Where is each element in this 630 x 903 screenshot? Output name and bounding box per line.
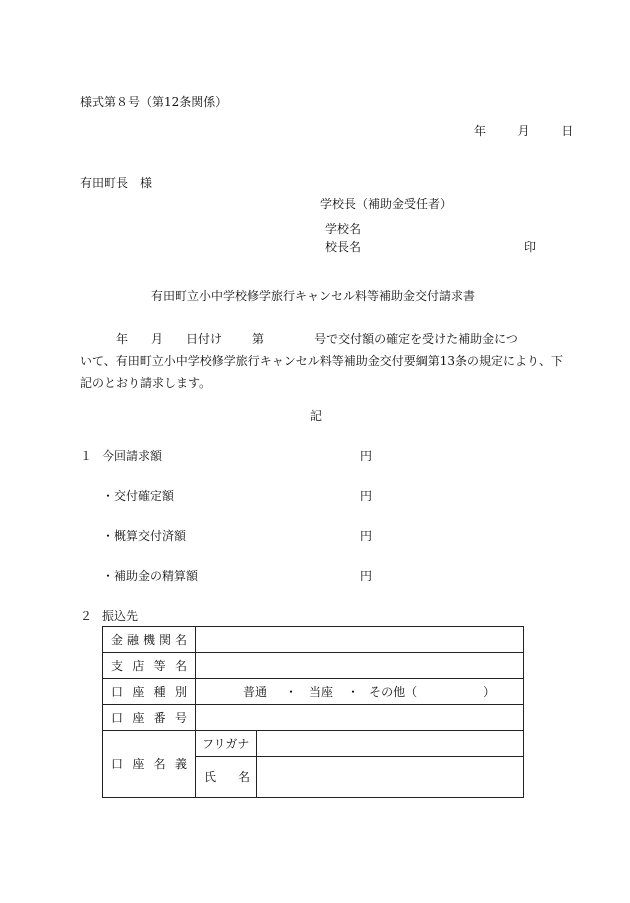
- body-line-2: いて、有田町立小中学校修学旅行キャンセル料等補助金交付要綱第13条の規定により、下: [80, 354, 564, 368]
- option-dot: ・: [285, 684, 298, 699]
- option-toza[interactable]: 当座: [309, 684, 334, 699]
- branch-name-field[interactable]: [196, 653, 524, 679]
- header-char: 番: [153, 710, 166, 725]
- header-char: 氏: [204, 770, 217, 784]
- header-char: 機: [142, 632, 155, 647]
- header-char: 名: [174, 658, 187, 673]
- header-char: 口: [111, 710, 124, 725]
- date-month-label: 月: [517, 124, 530, 138]
- date-day-label: 日: [561, 124, 574, 138]
- option-close-paren: ）: [483, 684, 496, 699]
- header-char: 金: [111, 632, 124, 647]
- body-line1-rest: 号で交付額の確定を受けた補助金につ: [314, 332, 518, 346]
- header-char: 店: [132, 658, 145, 673]
- header-char: 義: [174, 757, 187, 771]
- holder-name-header: [196, 757, 257, 798]
- header-char: 口: [111, 757, 124, 771]
- form-number: 様式第８号（第12条関係）: [80, 95, 228, 109]
- ki-label: 記: [310, 409, 323, 423]
- header-char: 融: [126, 632, 139, 647]
- table-row: [103, 731, 524, 757]
- option-other[interactable]: その他（: [369, 684, 418, 699]
- header-char: 支: [111, 658, 124, 673]
- header-char: 関: [158, 632, 171, 647]
- account-type-options[interactable]: [196, 679, 524, 705]
- body-line-3: 記のとおり請求します。: [80, 376, 212, 390]
- table-row: [103, 705, 524, 731]
- bank-name-header: [103, 627, 196, 653]
- account-number-header: [103, 705, 196, 731]
- header-char: 口: [111, 684, 124, 699]
- bank-name-field[interactable]: [196, 627, 524, 653]
- section1-yen: 円: [360, 449, 373, 463]
- header-char: 名: [153, 757, 166, 771]
- item-label-gaisan: ・概算交付済額: [102, 529, 187, 543]
- section1-label: 今回請求額: [102, 449, 163, 463]
- table-row: [103, 679, 524, 705]
- header-char: 座: [132, 710, 145, 725]
- body-year: 年: [116, 332, 129, 346]
- holder-name-field[interactable]: [257, 757, 524, 798]
- sender-title: 学校長（補助金受任者）: [320, 197, 453, 211]
- header-char: 座: [132, 684, 145, 699]
- item-yen-kofu-kakutei: 円: [360, 489, 373, 503]
- seal-label: 印: [524, 240, 537, 254]
- section1-number: １: [80, 449, 93, 463]
- section2-number: ２: [80, 609, 93, 623]
- body-month: 月: [151, 332, 164, 346]
- item-yen-gaisan: 円: [360, 529, 373, 543]
- table-row: [103, 653, 524, 679]
- furigana-label: フリガナ: [202, 736, 250, 751]
- date-year-label: 年: [474, 124, 487, 138]
- item-label-kofu-kakutei: ・交付確定額: [102, 489, 175, 503]
- body-dated: 日付け: [186, 332, 223, 346]
- option-dot: ・: [347, 684, 360, 699]
- header-char: 名: [174, 632, 187, 647]
- account-number-field[interactable]: [196, 705, 524, 731]
- option-futsu[interactable]: 普通: [243, 684, 268, 699]
- document-title: 有田町立小中学校修学旅行キャンセル料等補助金交付請求書: [151, 289, 476, 303]
- header-char: 種: [153, 684, 166, 699]
- date-line: [474, 125, 573, 137]
- header-char: 名: [237, 770, 250, 784]
- item-label-seisan: ・補助金の精算額: [102, 569, 199, 583]
- header-char: 別: [174, 684, 187, 699]
- header-char: 号: [174, 710, 187, 725]
- furigana-header: [196, 731, 257, 757]
- bank-account-table: [102, 626, 524, 798]
- header-char: 等: [153, 658, 166, 673]
- school-name-label: 学校名: [325, 222, 362, 236]
- branch-name-header: [103, 653, 196, 679]
- account-type-header: [103, 679, 196, 705]
- table-row: [103, 627, 524, 653]
- body-dai: 第: [252, 332, 265, 346]
- principal-label: 校長名: [325, 240, 362, 254]
- account-holder-header: [103, 731, 196, 798]
- header-char: 座: [132, 757, 145, 771]
- body-paragraph: [80, 328, 564, 394]
- addressee: 有田町長 様: [80, 176, 153, 190]
- section2-label: 振込先: [102, 609, 139, 623]
- item-yen-seisan: 円: [360, 569, 373, 583]
- furigana-field[interactable]: [257, 731, 524, 757]
- body-line-1: [80, 328, 550, 350]
